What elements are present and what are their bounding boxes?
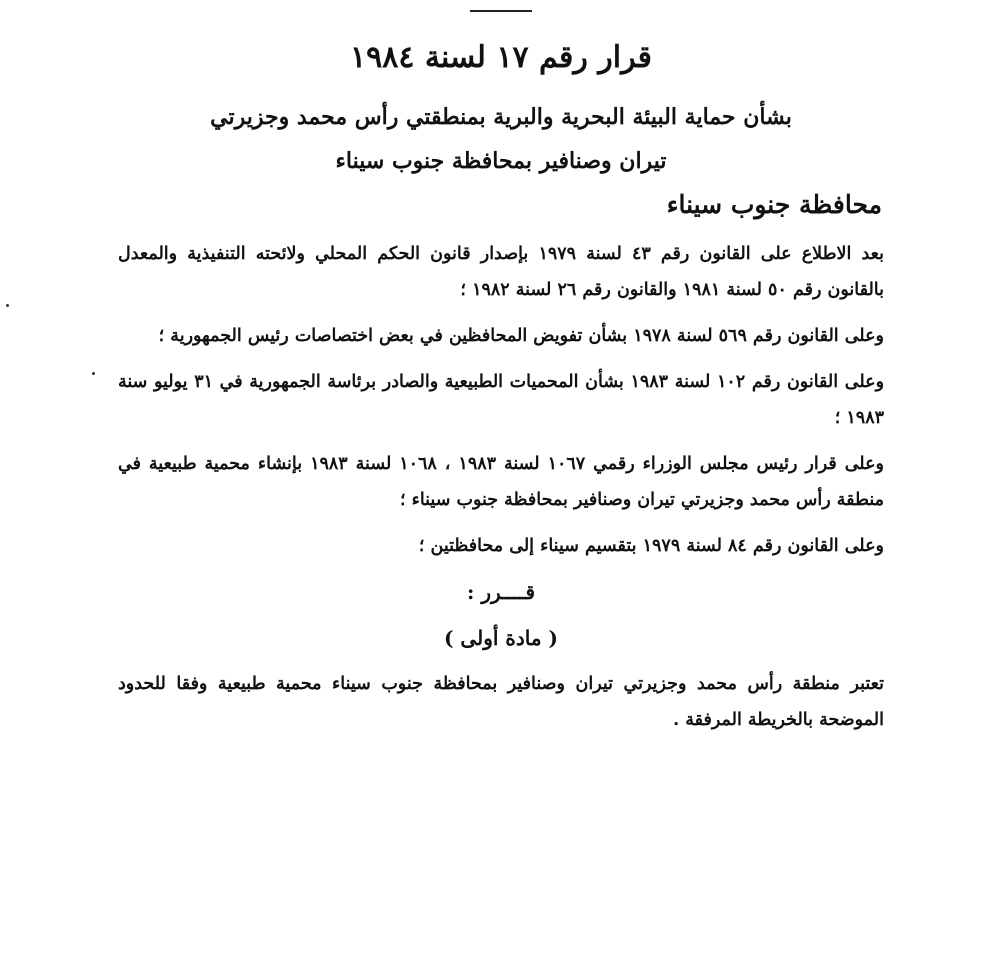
article-text: تعتبر منطقة رأس محمد وجزيرتي تيران وصنافير بمحافظة جنوب سيناء محمية طبيعية وفقا للحدود الموضحة بالخريطة المرفقة . bbox=[118, 674, 884, 730]
decree-subtitle: بشأن حماية البيئة البحرية والبرية بمنطقتي رأس محمد وجزيرتي تيران وصنافير بمحافظة جنوب سيناء bbox=[210, 104, 792, 174]
preamble-clause-3: وعلى القانون رقم ١٠٢ لسنة ١٩٨٣ بشأن المحميات الطبيعية والصادر برئاسة الجمهورية في ٣١ يوليو سنة ١٩٨٣ ؛ bbox=[118, 372, 885, 428]
scan-speck-left-2 bbox=[92, 372, 95, 375]
decision-heading: قــــرر : bbox=[466, 580, 536, 604]
decree-title: قرار رقم ١٧ لسنة ١٩٨٤ bbox=[349, 40, 653, 75]
preamble-clause-2: وعلى القانون رقم ٥٦٩ لسنة ١٩٧٨ بشأن تفويض المحافظين في بعض اختصاصات رئيس الجمهورية ؛ bbox=[158, 326, 884, 346]
scan-speck-left bbox=[6, 304, 9, 307]
preamble-clause-1: بعد الاطلاع على القانون رقم ٤٣ لسنة ١٩٧٩ بإصدار قانون الحكم المحلي ولائحته التنفيذية والمعدل بالقانون رقم ٥٠ لسنة ١٩٨١ والقانون رقم ٢٦ لسنة ١٩٨٢ ؛ bbox=[118, 244, 884, 300]
preamble-clause-4: وعلى قرار رئيس مجلس الوزراء رقمي ١٠٦٧ لسنة ١٩٨٣ ، ١٠٦٨ لسنة ١٩٨٣ بإنشاء محمية طبيعية في منطقة رأس محمد وجزيرتي تيران وصنافير بمحافظة جنوب سيناء ؛ bbox=[118, 454, 884, 510]
preamble-clause-5: وعلى القانون رقم ٨٤ لسنة ١٩٧٩ بتقسيم سيناء إلى محافظتين ؛ bbox=[418, 536, 884, 556]
top-rule bbox=[470, 10, 532, 12]
article-heading: ( مادة أولى ) bbox=[444, 626, 558, 650]
decree-body bbox=[118, 236, 884, 748]
issuing-authority: محافظة جنوب سيناء bbox=[666, 190, 882, 219]
